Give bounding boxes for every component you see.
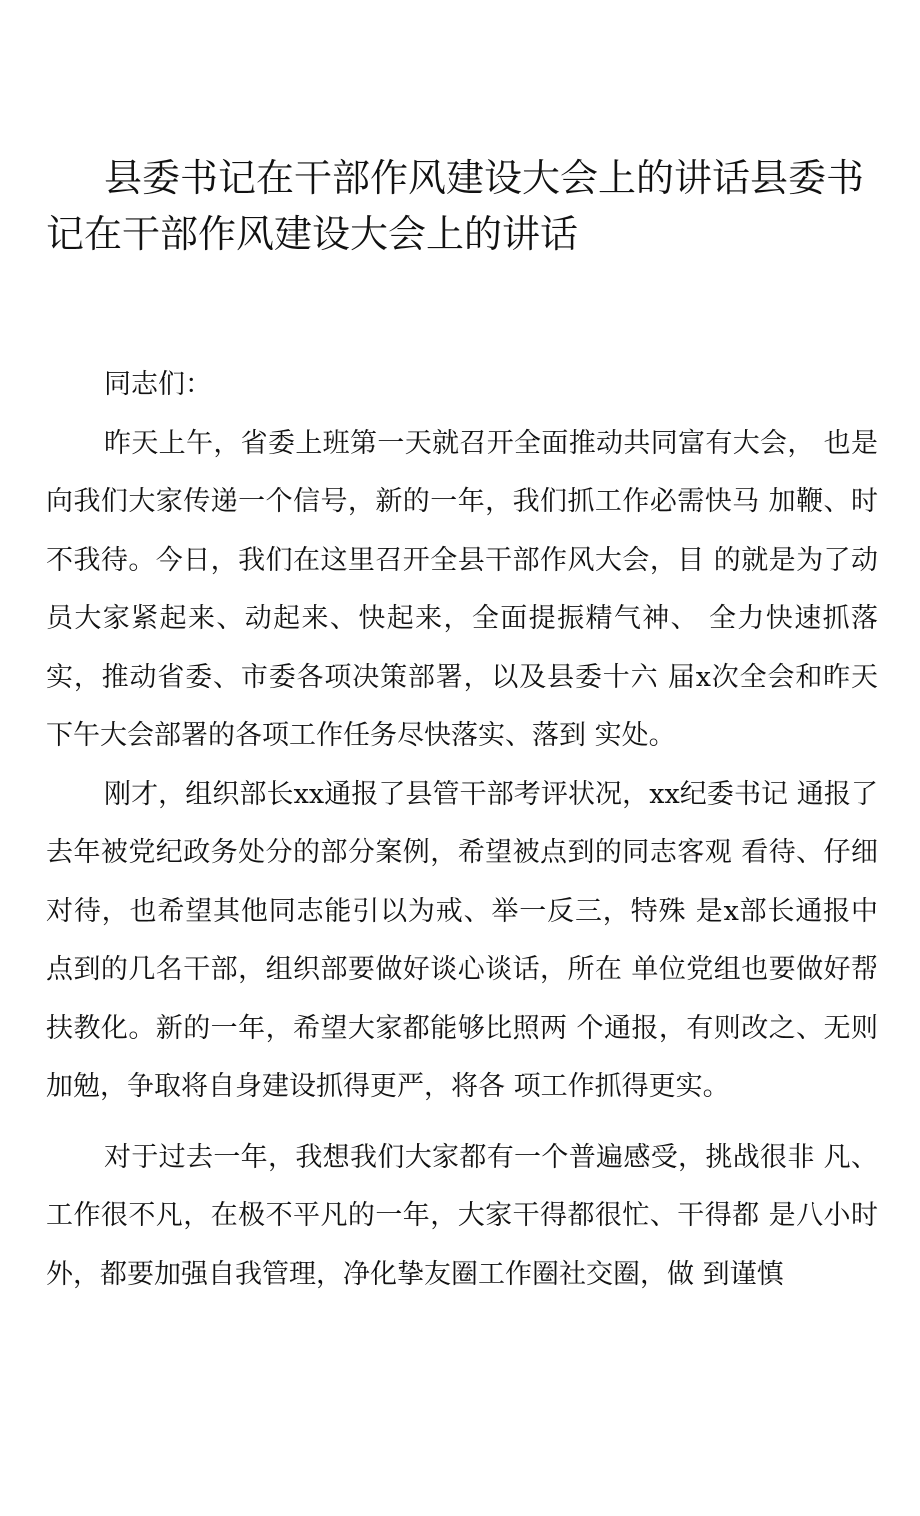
document-body — [46, 356, 878, 1304]
paragraph-2: 刚才，组织部长xx通报了县管干部考评状况，xx纪委书记 通报了去年被党纪政务处分的部分案例，希望被点到的同志客观 看待、仔细对待，也希望其他同志能引以为戒、举一反三，特殊 是x部长通报中点到的几名干部，组织部要做好谈心谈话，所在 单位党组也要做好帮扶教化。新的一年，希望大家都能够比照两 个通报，有则改之、无则加勉，争取将自身建设抓得更严，将各 项工作抓得更实。 — [46, 778, 878, 1102]
paragraph-1: 昨天上午，省委上班第一天就召开全面推动共同富有大会， 也是向我们大家传递一个信号，新的一年，我们抓工作必需快马 加鞭、时不我待。今日，我们在这里召开全县干部作风大会，目 的就是为了动员大家紧起来、动起来、快起来，全面提振精气神、 全力快速抓落实，推动省委、市委各项决策部署，以及县委十六 届x次全会和昨天下午大会部署的各项工作任务尽快落实、落到 实处。 — [46, 427, 878, 751]
document-title: 县委书记在干部作风建设大会上的讲话县委书记在干部作风建设大会上的讲话 — [46, 156, 865, 256]
paragraph-3: 对于过去一年，我想我们大家都有一个普遍感受，挑战很非 凡、工作很不凡，在极不平凡的一年，大家干得都很忙、干得都 是八小时外，都要加强自我管理，净化挚友圈工作圈社交圈，做 到谨慎 — [46, 1141, 878, 1290]
greeting: 同志们： — [104, 369, 212, 400]
